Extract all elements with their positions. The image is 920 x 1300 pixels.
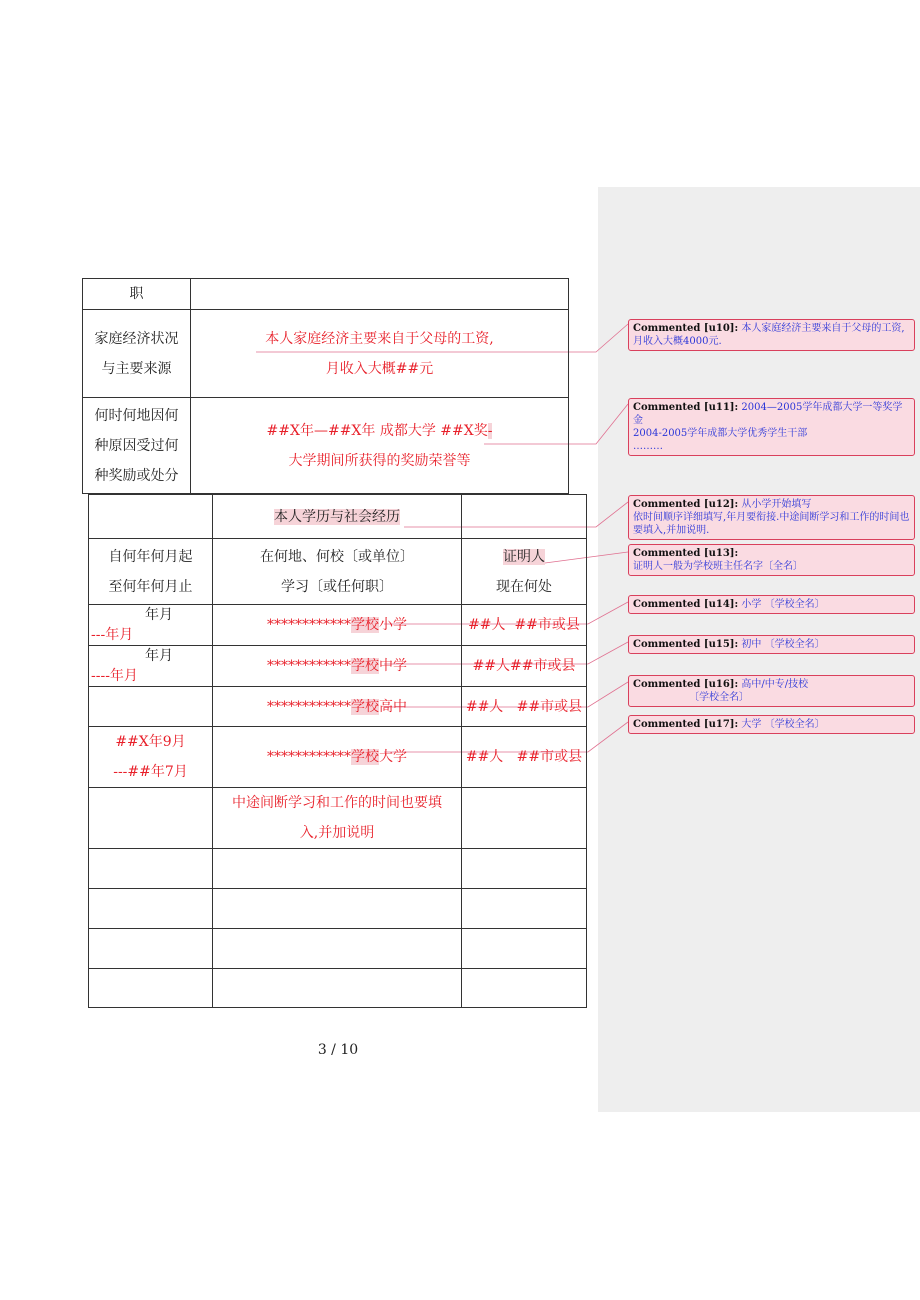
table-row bbox=[89, 605, 587, 646]
position-value-cell[interactable] bbox=[191, 279, 569, 310]
table-row bbox=[89, 889, 587, 929]
awards-value[interactable]: ##X年—##X年 成都大学 ##X奖- 大学期间所获得的奖励荣誉等 bbox=[191, 398, 569, 494]
comment-u15[interactable]: Commented [u15]: 初中 〔学校全名〕 bbox=[628, 635, 915, 654]
table-row bbox=[89, 788, 587, 849]
comment-u14[interactable]: Commented [u14]: 小学 〔学校全名〕 bbox=[628, 595, 915, 614]
school-cell[interactable]: ************学校大学 bbox=[213, 727, 462, 788]
page-number: 3 / 10 bbox=[317, 1042, 359, 1058]
table-row bbox=[89, 687, 587, 727]
date-header: 自何年何月起 至何年何月止 bbox=[89, 539, 213, 605]
family-finance-value[interactable]: 本人家庭经济主要来自于父母的工资, 月收入大概##元 bbox=[191, 310, 569, 398]
school-cell[interactable]: ************学校中学 bbox=[213, 646, 462, 687]
reference-cell[interactable]: ##人 ##市或县 bbox=[462, 605, 587, 646]
comment-u16[interactable]: Commented [u16]: 高中/中专/技校 〔学校全名〕 bbox=[628, 675, 915, 707]
school-cell[interactable]: ************学校高中 bbox=[213, 687, 462, 727]
school-header: 在何地、何校〔或单位〕 学习〔或任何职〕 bbox=[213, 539, 462, 605]
table-row bbox=[89, 727, 587, 788]
comment-u13[interactable]: Commented [u13]: 证明人一般为学校班主任名字〔全名〕 bbox=[628, 544, 915, 576]
date-cell[interactable] bbox=[89, 687, 213, 727]
table-row bbox=[89, 646, 587, 687]
table-row bbox=[89, 969, 587, 1008]
education-history-table bbox=[88, 494, 587, 1008]
date-cell[interactable]: 年月 ---年月 bbox=[89, 605, 213, 646]
reference-header: 证明人 现在何处 bbox=[462, 539, 587, 605]
school-cell[interactable]: ************学校小学 bbox=[213, 605, 462, 646]
date-cell[interactable]: ##X年9月 ---##年7月 bbox=[89, 727, 213, 788]
comment-u12[interactable]: Commented [u12]: 从小学开始填写 依时间顺序详细填写,年月要衔接.中途间断学习和工作的时间也要填入,并加说明. bbox=[628, 495, 915, 540]
education-title: 本人学历与社会经历 bbox=[213, 495, 462, 539]
reference-cell[interactable]: ##人 ##市或县 bbox=[462, 687, 587, 727]
family-awards-table bbox=[82, 278, 569, 494]
family-finance-label: 家庭经济状况 与主要来源 bbox=[83, 310, 191, 398]
position-label: 职 bbox=[83, 279, 191, 310]
date-cell[interactable]: 年月 ----年月 bbox=[89, 646, 213, 687]
reference-cell[interactable]: ##人 ##市或县 bbox=[462, 727, 587, 788]
comment-u10[interactable]: Commented [u10]: 本人家庭经济主要来自于父母的工资,月收入大概4000元. bbox=[628, 319, 915, 351]
note-cell[interactable]: 中途间断学习和工作的时间也要填 入,并加说明 bbox=[213, 788, 462, 849]
comment-u11[interactable]: Commented [u11]: 2004—2005学年成都大学一等奖学金 2004-2005学年成都大学优秀学生干部 ……… bbox=[628, 398, 915, 456]
comment-u17[interactable]: Commented [u17]: 大学 〔学校全名〕 bbox=[628, 715, 915, 734]
awards-label: 何时何地因何 种原因受过何 种奖励或处分 bbox=[83, 398, 191, 494]
reference-cell[interactable]: ##人##市或县 bbox=[462, 646, 587, 687]
table-row bbox=[89, 929, 587, 969]
table-row bbox=[89, 849, 587, 889]
